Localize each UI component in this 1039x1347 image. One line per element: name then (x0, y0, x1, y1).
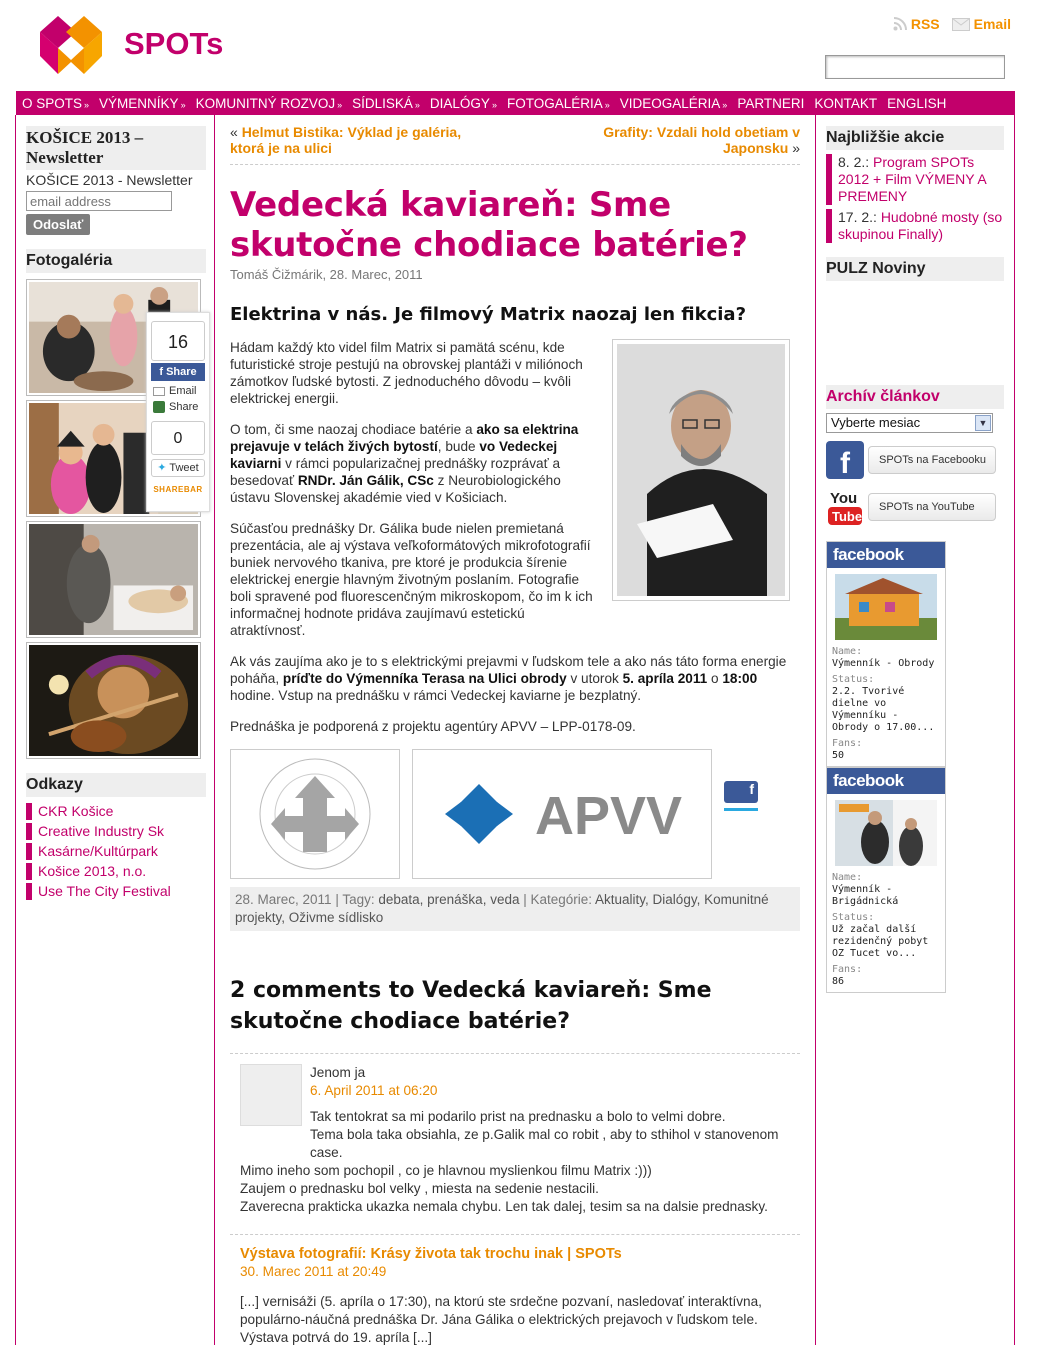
avatar (240, 1064, 302, 1126)
nav-label: VIDEOGALÉRIA (619, 95, 721, 111)
categories-links[interactable]: Aktuality, Dialógy, Komunitné projekty, Oživme sídlisko (235, 892, 769, 925)
text: hodine. Vstup na prednášku v rámci Vedeckej kaviarne je bezplatný. (230, 688, 642, 703)
nav-label: SÍDLISKÁ (352, 95, 413, 111)
comment-date[interactable]: 30. Marec 2011 at 20:49 (240, 1264, 387, 1279)
link-item[interactable]: CKR Košice (26, 803, 206, 820)
pulz-title: PULZ Noviny (826, 257, 1004, 281)
comment-line: Zaujem o prednasku bol velky , miesta na sedenie nestacili. (240, 1181, 599, 1196)
categories-label: Kategórie: (530, 892, 596, 907)
nav-label: PARTNERI (737, 95, 805, 111)
youtube-icon (826, 487, 864, 527)
mail-icon (952, 18, 970, 34)
frame-right-border (1014, 115, 1015, 1345)
article-body (230, 339, 800, 735)
chevron-down-icon: ▼ (975, 415, 991, 431)
pingback-title[interactable]: Výstava fotografií: Krásy života tak trochu inak | SPOTs (240, 1246, 622, 1262)
comment-body (240, 1108, 790, 1216)
facebook-page-label: SPOTs na Facebooku (868, 446, 996, 474)
text: z Neurobiologického ústavu Slovenskej akadémie vied v Košiciach. (230, 473, 561, 505)
nav-sidliska[interactable] (352, 96, 420, 111)
comment-line: Tema bola taka obsiahla, ze p.Galik mal co robit , aby to sthihol v stanovenom case. (310, 1127, 779, 1160)
youtube-page-label: SPOTs na YouTube (868, 493, 996, 521)
text: o (707, 671, 723, 686)
prev-title: Helmut Bistika: Výklad je galéria, ktorá je na ulici (230, 124, 462, 156)
archive-title: Archív článkov (826, 385, 1004, 409)
fb-name-label: Name: (832, 646, 863, 657)
post-date: 28. Marec, 2011 (235, 892, 332, 907)
prev-arrow: « (230, 124, 238, 140)
pingback-comment (230, 1234, 800, 1347)
apvv-logo[interactable] (412, 749, 712, 879)
apvv-text: APVV (535, 786, 683, 846)
facebook-page-button[interactable] (826, 441, 1004, 479)
nav-o-spots[interactable] (22, 96, 89, 111)
newsletter-title: KOŠICE 2013 – Newsletter (26, 126, 206, 170)
nav-label: FOTOGALÉRIA (506, 95, 603, 111)
text: v utorok (566, 671, 623, 686)
next-arrow: » (792, 140, 800, 156)
svg-text:f: f (840, 447, 850, 479)
paragraph: Súčasťou prednášky Dr. Gálika bude nielen premietaná prezentácia, ale aj výstava veľkoformátových mikrofotografií buniek nervového tkaniva, pre ktoré je produkcia šírenie elektrickej energie hlavným životným poslaním. Fotografie boli spravené pod fluorescenčným mikroskopom, čo im k ich informačnej hodnote pridáva zaujímavú estetickú atraktívnosť. (230, 521, 593, 638)
events-title: Najbližšie akcie (826, 126, 1004, 150)
site-name[interactable]: SPOTs (124, 26, 224, 61)
nav-label: KOMUNITNÝ ROZVOJ (195, 95, 336, 111)
facebook-icon (826, 441, 864, 479)
tweet-button[interactable] (151, 459, 205, 477)
nav-label: VÝMENNÍKY (99, 95, 179, 111)
select-value: Vyberte mesiac (831, 415, 921, 430)
emphasis: RNDr. Ján Gálik, CSc (297, 473, 434, 488)
fb-status: 2.2. Tvorivé dielne vo Výmenníku - Obrody o 17.00... (832, 686, 935, 733)
fb-fans-label: Fans: (832, 738, 863, 749)
event-date: 17. 2.: (838, 209, 877, 225)
emphasis: príďte do Výmenníka Terasa na Ulici obrody (282, 671, 567, 686)
event-date: 8. 2.: (838, 154, 870, 170)
emphasis: 5. apríla 2011 (622, 671, 708, 686)
column-divider (214, 115, 215, 1345)
facebook-share-count: 16 (151, 321, 205, 361)
previous-post-link[interactable] (230, 124, 490, 156)
frame-left-border (15, 115, 16, 1345)
newsletter-submit-button[interactable]: Odoslať (26, 214, 90, 235)
meta-separator: | (331, 892, 343, 907)
sav-logo[interactable] (230, 749, 400, 879)
paragraph: Hádam každý kto videl film Matrix si pamätá scénu, kde futuristické stroje pestujú na obrovskej plantáži v miliónoch zámotkov ľudské bytosti. Z jednoduchého dôvodu – kvôli elektrickej energii. (230, 340, 583, 406)
svg-text:Tube: Tube (832, 509, 863, 524)
event-link[interactable]: Program SPOTs 2012 + Film VÝMENY A PREMENY (838, 154, 986, 204)
share-divider (724, 808, 758, 811)
facebook-share-button[interactable] (151, 363, 205, 381)
nav-label: KONTAKT (814, 95, 878, 111)
gallery-title: Fotogaléria (26, 249, 206, 273)
text: , bude (437, 439, 480, 454)
rss-link[interactable] (893, 16, 940, 34)
chevron-down-icon: » (414, 99, 420, 110)
youtube-page-button[interactable] (826, 487, 1004, 527)
article-photo[interactable] (612, 339, 790, 601)
article-subtitle: Elektrina v nás. Je filmový Matrix naozaj len fikcia? (230, 304, 747, 325)
newsletter-email-input[interactable] (26, 191, 172, 211)
fb-fans-label: Fans: (832, 964, 863, 975)
comment-line: Mimo ineho som pochopil , co je hlavnou myslienkou filmu Matrix :))) (240, 1163, 652, 1178)
chevron-down-icon: » (722, 99, 728, 110)
emphasis: 18:00 (722, 671, 758, 686)
chevron-down-icon: » (491, 99, 497, 110)
newsletter-subtitle: KOŠICE 2013 - Newsletter (26, 172, 193, 188)
comment-line: Tak tentokrat sa mi podarilo prist na prednasku a bolo to velmi dobre. (310, 1109, 726, 1124)
link-item[interactable]: Košice 2013, n.o. (26, 863, 206, 880)
fb-name: Výmenník - Brigádnická (832, 884, 899, 907)
partner-logos (230, 749, 800, 879)
chevron-down-icon: » (604, 99, 610, 110)
nav-label: DIALÓGY (429, 95, 490, 111)
comment-date[interactable]: 6. April 2011 at 06:20 (310, 1083, 438, 1098)
fb-fans: 50 (832, 750, 845, 761)
rss-label: RSS (910, 16, 940, 32)
facebook-like-widget[interactable] (724, 781, 774, 811)
archive-month-select[interactable] (826, 413, 993, 433)
gallery-photo[interactable] (26, 521, 201, 638)
top-links (893, 16, 1011, 34)
post-meta (230, 887, 800, 931)
column-divider (815, 115, 816, 1345)
event-item[interactable] (826, 154, 1004, 205)
mail-icon (153, 387, 165, 396)
share-icon (153, 401, 165, 413)
rss-icon (893, 17, 907, 34)
article-title: Vedecká kaviareň: Sme skutočne chodiace batérie? (230, 185, 748, 265)
right-sidebar (826, 126, 1004, 993)
sharebar-brand: SHAREBAR (153, 485, 203, 495)
event-item[interactable] (826, 209, 1004, 243)
fb-name-label: Name: (832, 872, 863, 883)
comment (230, 1053, 800, 1216)
nav-kontakt[interactable] (814, 96, 877, 111)
paragraph (230, 653, 800, 704)
meta-separator: | (519, 892, 531, 907)
main-nav (16, 91, 1015, 115)
comments-title: 2 comments to Vedecká kaviareň: Sme skutočne chodiace batérie? (230, 978, 712, 1034)
facebook-page-widget[interactable] (826, 541, 946, 767)
nav-label: ENGLISH (887, 95, 947, 111)
text: v rámci popularizačnej prednášky rozprávať a besedovať (230, 456, 561, 488)
tweet-label: Tweet (169, 462, 199, 475)
nav-fotogaleria[interactable] (507, 96, 610, 111)
tags-links[interactable]: debata, prenáška, veda (378, 892, 520, 907)
nav-english[interactable] (887, 96, 946, 111)
nav-vymenniky[interactable] (99, 96, 186, 111)
link-item[interactable]: Use The City Festival (26, 883, 206, 900)
site-logo[interactable] (36, 12, 106, 78)
gallery-photo[interactable] (26, 642, 201, 759)
tags-label: Tagy: (342, 892, 379, 907)
facebook-page-photo (835, 574, 937, 640)
links-list (26, 803, 206, 900)
emphasis: vo Vedeckej kaviarni (230, 439, 558, 471)
nav-partneri[interactable] (737, 96, 804, 111)
comment-author: Jenom ja (310, 1065, 366, 1080)
article-byline: Tomáš Čižmárik, 28. Marec, 2011 (230, 267, 423, 282)
sharebar (146, 312, 210, 512)
event-link[interactable]: Hudobné mosty (so skupinou Finally) (838, 209, 1003, 242)
fb-status-label: Status: (832, 674, 875, 685)
comment-body: [...] vernisáži (5. apríla o 17:30), na ktorú ste srdečne pozvaní, nasledovať interaktívna, populárno-náučná prednáška Dr. Jána Gálika o elektrických prejavoch v ľudskom tele. Výstava potrvá do 19. apríla [...] (240, 1294, 762, 1345)
fb-status: Už začal další rezidenčný pobyt OZ Tucet vo... (832, 924, 929, 959)
next-post-link[interactable] (570, 124, 800, 156)
chevron-down-icon: » (337, 99, 343, 110)
nav-dialogy[interactable] (430, 96, 497, 111)
link-item[interactable]: Creative Industry Sk (26, 823, 206, 840)
email-share-label: Email (169, 385, 197, 397)
text: Ak vás zaujíma ako je to s elektrickými prejavmi v ľudskom tele a ako nás táto forma energie poháňa, (230, 654, 787, 686)
twitter-icon: ✦ (157, 462, 167, 475)
emphasis: ako sa elektrina prejavuje v telách živých bytostí (230, 422, 579, 454)
fb-fans: 86 (832, 976, 845, 987)
article (230, 124, 800, 1347)
next-title: Grafity: Vzdali hold obetiam v Japonsku (603, 124, 800, 156)
facebook-widget-header: facebook (827, 542, 945, 568)
nav-videogaleria[interactable] (620, 96, 728, 111)
chevron-down-icon: » (84, 99, 90, 110)
links-title: Odkazy (26, 773, 206, 797)
paragraph (230, 421, 600, 506)
link-item[interactable]: Kasárne/Kultúrpark (26, 843, 206, 860)
nav-label: O SPOTS (22, 95, 83, 111)
tweet-count: 0 (151, 421, 205, 455)
generic-share-button[interactable] (147, 401, 209, 413)
search-input[interactable] (825, 55, 1005, 79)
paragraph: Prednáška je podporená z projektu agentúry APVV – LPP-0178-09. (230, 719, 636, 734)
post-navigation (230, 124, 800, 165)
chevron-down-icon: » (180, 99, 186, 110)
facebook-icon: f (724, 781, 758, 803)
facebook-page-photo (835, 800, 937, 866)
fb-name: Výmenník - Obrody (832, 658, 935, 669)
text: O tom, či sme naozaj chodiace batérie a (230, 422, 477, 437)
email-label: Email (973, 16, 1011, 33)
svg-text:You: You (830, 490, 858, 507)
fb-status-label: Status: (832, 912, 875, 923)
facebook-share-label: Share (166, 366, 197, 378)
generic-share-label: Share (169, 401, 199, 413)
facebook-widget-header: facebook (827, 768, 945, 794)
facebook-icon: f (159, 366, 167, 378)
comment-line: Zaverecna prakticka ukazka nemala chybu. Len tak dalej, tesim sa na dalsie prednasky. (240, 1199, 768, 1214)
facebook-page-widget[interactable] (826, 767, 946, 993)
email-link[interactable] (952, 16, 1011, 33)
left-sidebar (26, 126, 206, 903)
nav-komunitny-rozvoj[interactable] (196, 96, 343, 111)
email-share-button[interactable] (147, 385, 209, 397)
